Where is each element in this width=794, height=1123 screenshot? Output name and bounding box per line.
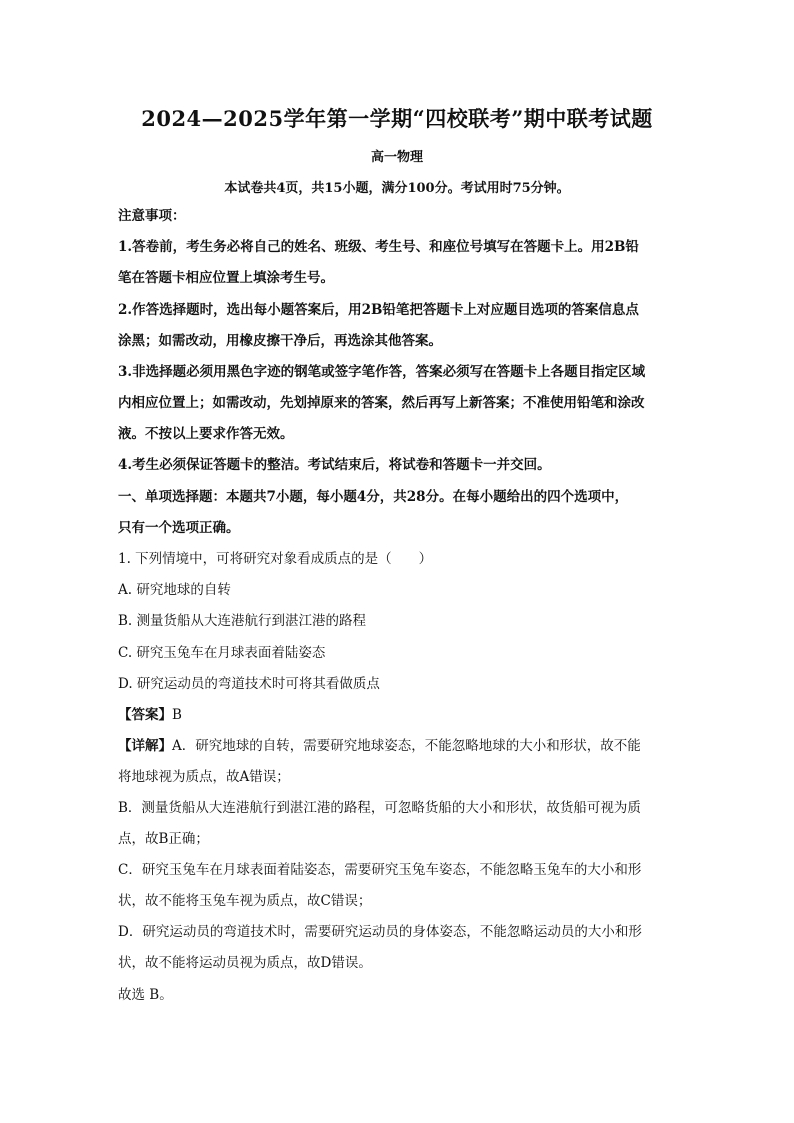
subject-title: 高一物理 — [370, 150, 423, 165]
section-heading-cont: 只有一个选项正确。 — [118, 520, 240, 536]
notice-line: 内相应位置上；如需改动，先划掉原来的答案，然后再写上新答案；不准使用铅笔和涂改 — [118, 395, 645, 411]
option-a: A. 研究地球的自转 — [118, 582, 231, 598]
explanation-line: 将地球视为质点，故A错误； — [118, 769, 290, 785]
notice-line: 1.答卷前，考生务必将自己的姓名、班级、考生号、和座位号填写在答题卡上。用2B铅 — [118, 239, 639, 255]
explanation-line: 点，故B正确； — [118, 831, 209, 847]
notice-line: 涂黑；如需改动，用橡皮擦干净后，再选涂其他答案。 — [118, 333, 442, 349]
page-title: 2024—2025学年第一学期“四校联考”期中联考试题 — [141, 106, 653, 131]
option-d: D. 研究运动员的弯道技术时可将其看做质点 — [118, 676, 380, 692]
notice-heading: 注意事项： — [118, 208, 186, 224]
notice-line: 4.考生必须保证答题卡的整洁。考试结束后，将试卷和答题卡一并交回。 — [118, 457, 551, 473]
explanation-line: 状，故不能将运动员视为质点，故D错误。 — [118, 955, 372, 971]
option-b: B. 测量货船从大连港航行到湛江港的路程 — [118, 613, 367, 629]
option-c: C. 研究玉兔车在月球表面着陆姿态 — [118, 645, 326, 661]
explanation-line: 状，故不能将玉兔车视为质点，故C错误； — [118, 893, 372, 909]
answer-label: 【答案】 — [118, 707, 172, 723]
explanation-line: D．研究运动员的弯道技术时，需要研究运动员的身体姿态，不能忽略运动员的大小和形 — [118, 924, 642, 940]
conclusion-line: 故选 B。 — [118, 987, 173, 1003]
notice-line: 笔在答题卡相应位置上填涂考生号。 — [118, 270, 334, 286]
explanation-line: C．研究玉兔车在月球表面着陆姿态，需要研究玉兔车姿态，不能忽略玉兔车的大小和形 — [118, 862, 642, 878]
section-heading: 一、单项选择题：本题共7小题，每小题4分，共28分。在每小题给出的四个选项中， — [118, 489, 629, 505]
notice-line: 2.作答选择题时，选出每小题答案后，用2B铅笔把答题卡上对应题目选项的答案信息点 — [118, 302, 639, 318]
notice-line: 3.非选择题必须用黑色字迹的钢笔或签字笔作答，答案必须写在答题卡上各题目指定区域 — [118, 364, 646, 380]
question-stem: 1. 下列情境中，可将研究对象看成质点的是（ ） — [118, 551, 433, 567]
explanation-row — [118, 736, 678, 756]
exam-intro: 本试卷共4页，共15小题，满分100分。考试用时75分钟。 — [224, 181, 570, 196]
notice-line: 液。不按以上要求作答无效。 — [118, 426, 294, 442]
explanation-label: 【详解】 — [118, 738, 172, 754]
explanation-line: B．测量货船从大连港航行到湛江港的路程，可忽略货船的大小和形状，故货船可视为质 — [118, 800, 641, 816]
answer-row — [118, 705, 678, 725]
answer-value: B — [172, 707, 182, 723]
explanation-text: A．研究地球的自转，需要研究地球姿态，不能忽略地球的大小和形状，故不能 — [172, 738, 641, 754]
